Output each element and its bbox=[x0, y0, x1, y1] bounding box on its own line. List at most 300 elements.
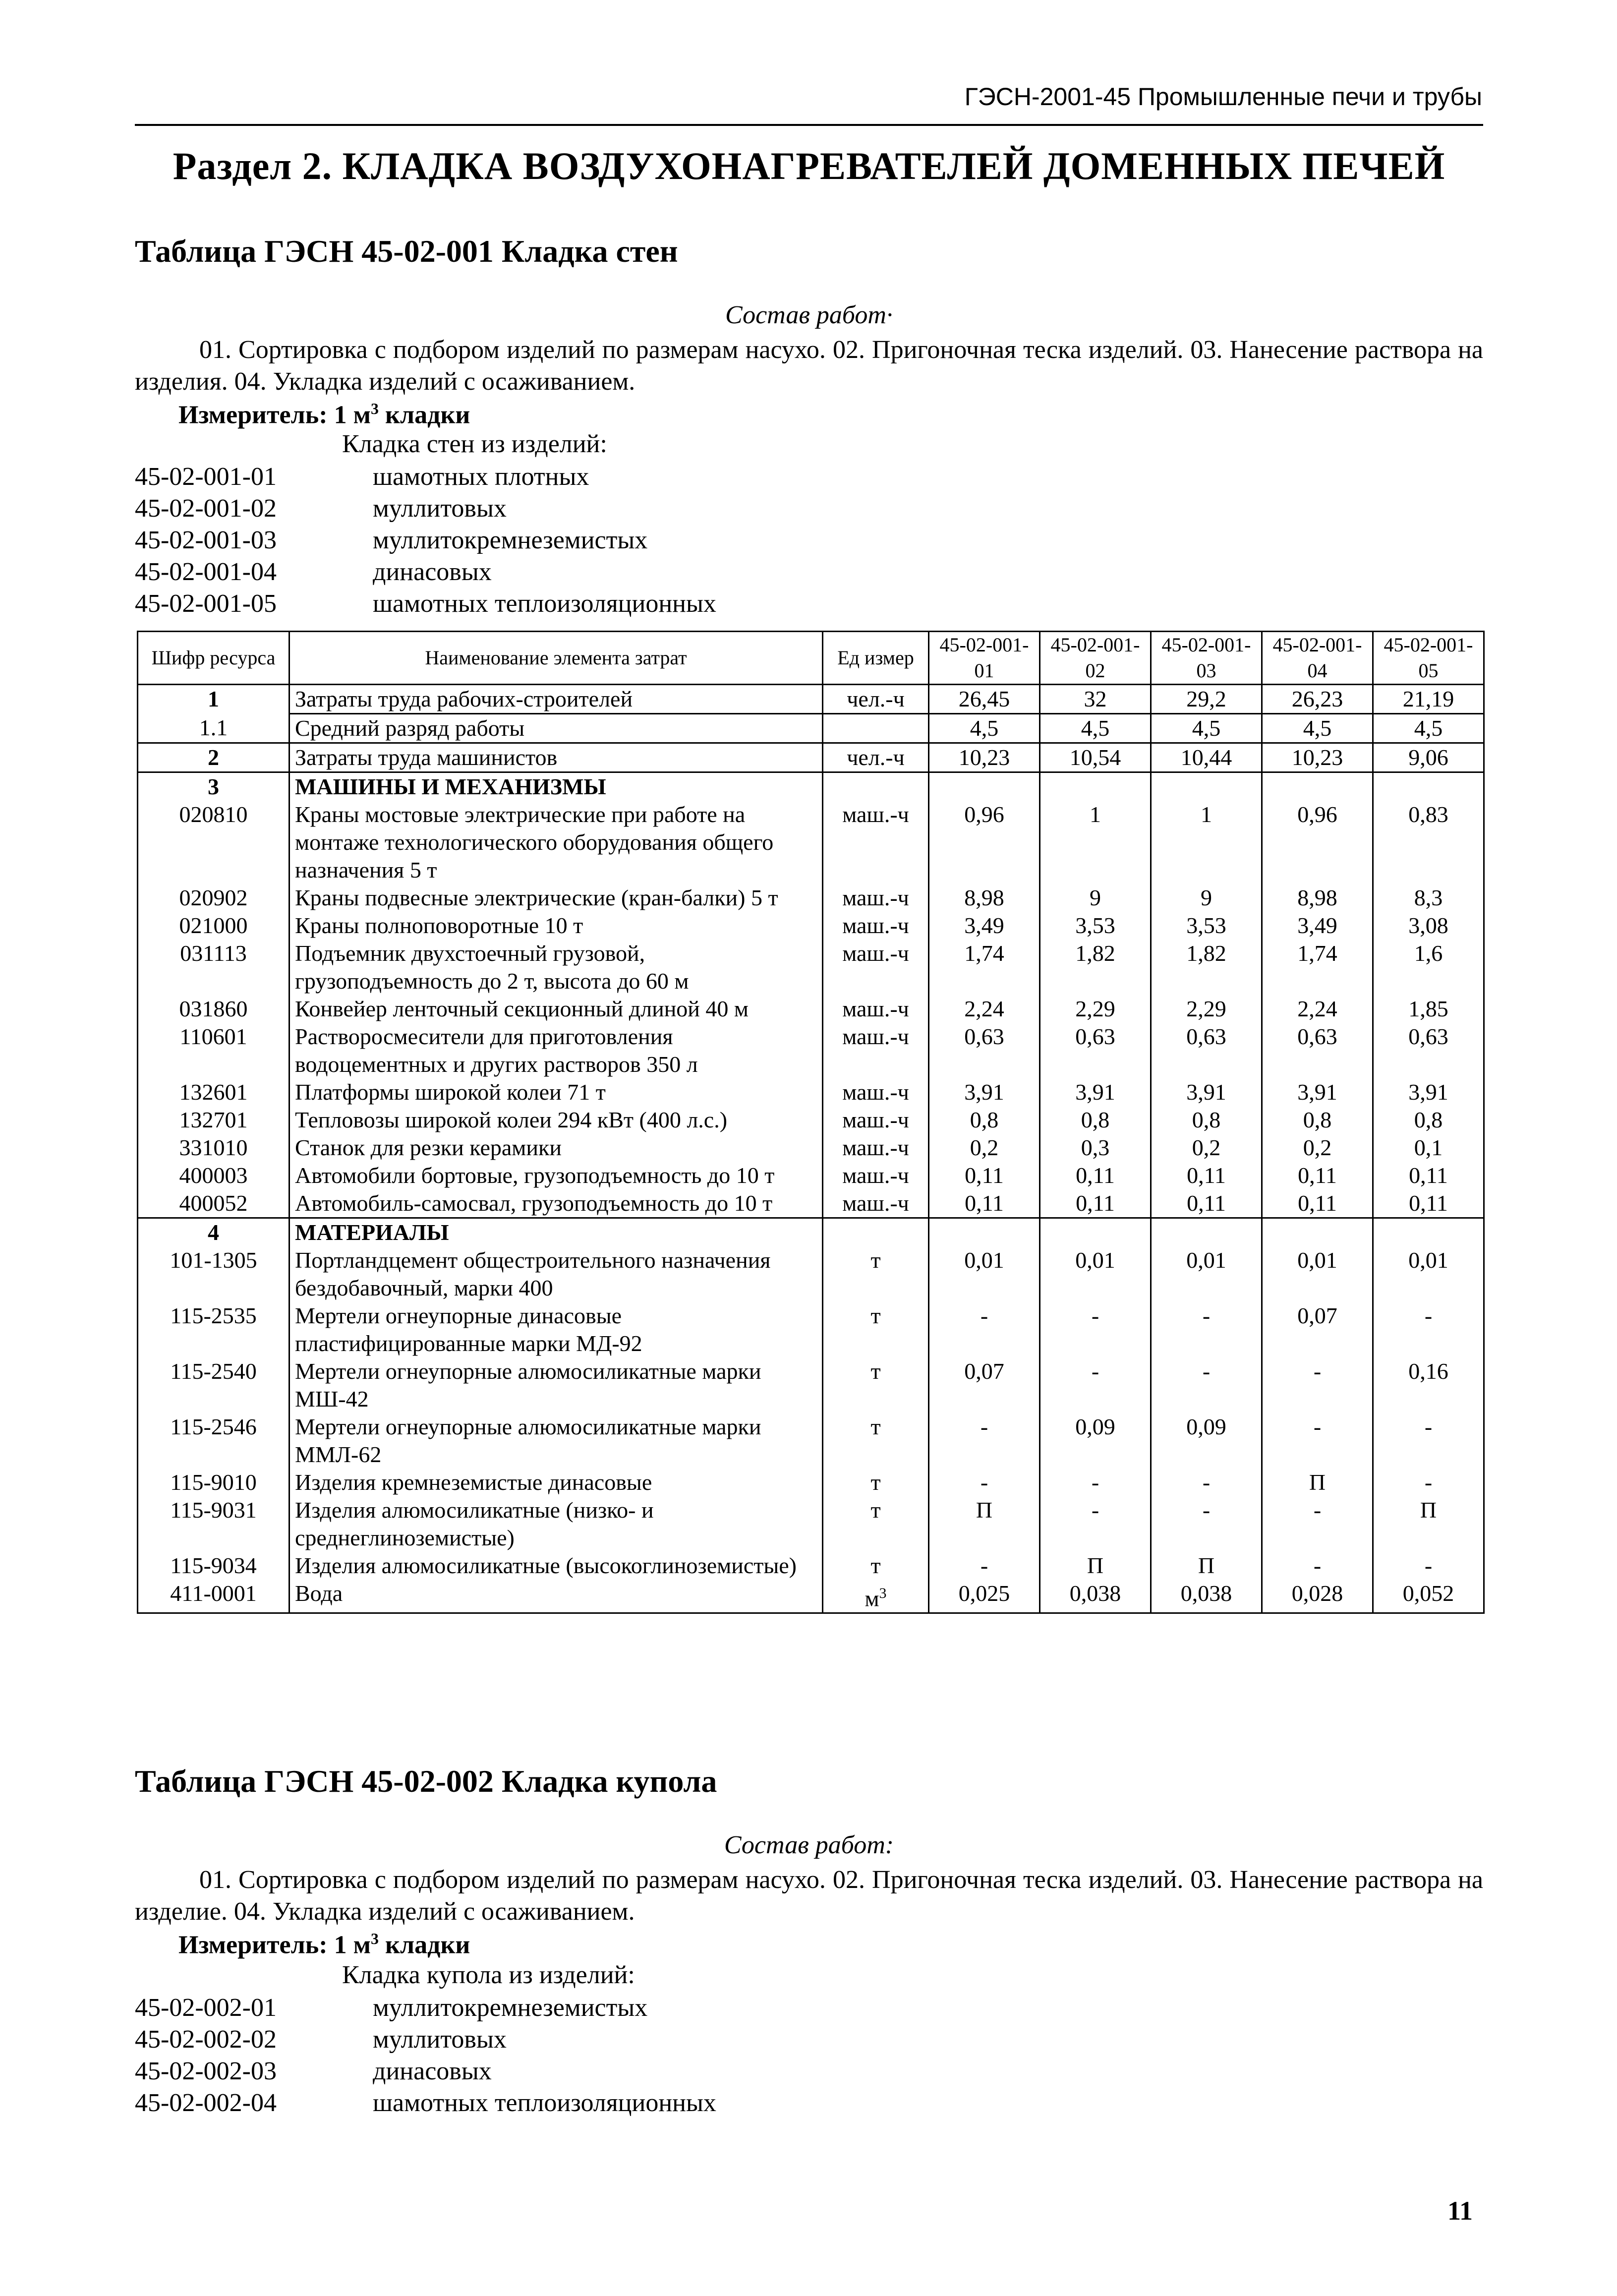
resource-value: 8,98 bbox=[929, 884, 1040, 912]
resource-value: 2,24 bbox=[1262, 995, 1373, 1023]
norm-code: 45-02-002-03 bbox=[135, 2057, 277, 2085]
resource-value bbox=[1262, 772, 1373, 801]
resource-value: 0,63 bbox=[1040, 1023, 1151, 1078]
resource-name: Изделия алюмосиликатные (высокоглиноземистые) bbox=[289, 1552, 823, 1580]
resource-name: Вода bbox=[289, 1580, 823, 1613]
resource-value: 2,29 bbox=[1151, 995, 1262, 1023]
norm-code: 45-02-001-02 bbox=[135, 494, 277, 523]
unit-text: т bbox=[870, 1247, 881, 1273]
norm-name: динасовых bbox=[373, 558, 492, 586]
resource-name: Изделия алюмосиликатные (низко- и среднеглиноземистые) bbox=[289, 1496, 823, 1552]
measure-value: 1 м bbox=[334, 401, 371, 429]
resource-value: 0,038 bbox=[1040, 1580, 1151, 1613]
resource-value: - bbox=[1262, 1413, 1373, 1469]
resource-value: - bbox=[1040, 1496, 1151, 1552]
table-1-measure bbox=[178, 400, 470, 429]
measure-unit: кладки bbox=[385, 401, 470, 429]
norm-code: 45-02-001-05 bbox=[135, 589, 277, 618]
resource-code: 115-9031 bbox=[138, 1496, 289, 1552]
resource-name: Портландцемент общестроительного назначения бездобавочный, марки 400 bbox=[289, 1246, 823, 1302]
resource-value: 8,3 bbox=[1373, 884, 1484, 912]
resource-name: Краны мостовые электрические при работе на монтаже технологического оборудования общего назначения 5 т bbox=[289, 801, 823, 884]
resource-value: 0,028 bbox=[1262, 1580, 1373, 1613]
table-row bbox=[138, 1302, 1484, 1357]
table-row bbox=[138, 884, 1484, 912]
norm-name: шамотных плотных bbox=[373, 463, 589, 491]
resource-value: - bbox=[1151, 1496, 1262, 1552]
table-row bbox=[138, 743, 1484, 772]
table-1-work-heading: Состав работ· bbox=[725, 301, 893, 329]
resource-value: 0,11 bbox=[1040, 1162, 1151, 1189]
resource-value: 10,44 bbox=[1151, 743, 1262, 772]
resource-code: 110601 bbox=[138, 1023, 289, 1078]
resource-unit bbox=[823, 1218, 929, 1247]
resource-value: 0,11 bbox=[1373, 1189, 1484, 1218]
unit-text: маш.-ч bbox=[842, 1190, 909, 1216]
resource-code: 4 bbox=[138, 1218, 289, 1247]
resource-value: - bbox=[1262, 1552, 1373, 1580]
code-list-item bbox=[135, 2087, 716, 2119]
resource-value: 3,49 bbox=[1262, 912, 1373, 940]
col-header-c1: 45-02-001-01 bbox=[929, 632, 1040, 685]
unit-text: чел.-ч bbox=[847, 745, 905, 770]
table-row bbox=[138, 1246, 1484, 1302]
measure-value: 1 м bbox=[334, 1931, 371, 1959]
resource-value: 0,09 bbox=[1151, 1413, 1262, 1469]
resource-value: 4,5 bbox=[1040, 714, 1151, 743]
resource-value: П bbox=[1151, 1552, 1262, 1580]
resource-value: 0,2 bbox=[1151, 1134, 1262, 1162]
resource-unit bbox=[823, 1134, 929, 1162]
resource-code: 3 bbox=[138, 772, 289, 801]
resource-value: 0,038 bbox=[1151, 1580, 1262, 1613]
norm-name: муллитовых bbox=[373, 494, 507, 523]
resource-unit bbox=[823, 1078, 929, 1106]
resource-value bbox=[1151, 772, 1262, 801]
unit-text: маш.-ч bbox=[842, 913, 909, 938]
col-header-c5: 45-02-001-05 bbox=[1373, 632, 1484, 685]
table-1-subheading: Кладка стен из изделий: bbox=[342, 430, 607, 458]
resource-value: 10,54 bbox=[1040, 743, 1151, 772]
resource-value: 29,2 bbox=[1151, 685, 1262, 714]
resource-value: 8,98 bbox=[1262, 884, 1373, 912]
resource-value: 21,19 bbox=[1373, 685, 1484, 714]
table-1-code-list bbox=[135, 461, 716, 620]
resource-value: 10,23 bbox=[1262, 743, 1373, 772]
resource-value: 0,2 bbox=[1262, 1134, 1373, 1162]
resource-value: 3,49 bbox=[929, 912, 1040, 940]
resource-unit bbox=[823, 1189, 929, 1218]
resource-code: 115-9010 bbox=[138, 1469, 289, 1496]
code-list-item bbox=[135, 461, 716, 493]
table-1-title: Таблица ГЭСН 45-02-001 Кладка стен bbox=[135, 234, 678, 269]
resource-value: 26,45 bbox=[929, 685, 1040, 714]
resource-value: 26,23 bbox=[1262, 685, 1373, 714]
table-row bbox=[138, 1552, 1484, 1580]
table-2-title: Таблица ГЭСН 45-02-002 Кладка купола bbox=[135, 1764, 717, 1799]
resource-name: Тепловозы широкой колеи 294 кВт (400 л.с.) bbox=[289, 1106, 823, 1134]
resource-unit bbox=[823, 1357, 929, 1413]
unit-text: т bbox=[870, 1358, 881, 1384]
resource-code: 1 bbox=[138, 685, 289, 714]
resource-value bbox=[1040, 1218, 1151, 1247]
resource-value: 3,91 bbox=[1373, 1078, 1484, 1106]
code-list-item bbox=[135, 493, 716, 525]
resource-name: Изделия кремнеземистые динасовые bbox=[289, 1469, 823, 1496]
table-row bbox=[138, 1580, 1484, 1613]
page-number: 11 bbox=[1447, 2196, 1473, 2226]
resource-code: 1.1 bbox=[138, 714, 289, 743]
unit-text: т bbox=[870, 1470, 881, 1495]
resource-code: 331010 bbox=[138, 1134, 289, 1162]
table-row bbox=[138, 1218, 1484, 1247]
unit-text: т bbox=[870, 1497, 881, 1523]
resource-code: 411-0001 bbox=[138, 1580, 289, 1613]
resource-value: - bbox=[1040, 1302, 1151, 1357]
resource-value: 0,11 bbox=[929, 1162, 1040, 1189]
resource-value: 0,8 bbox=[1151, 1106, 1262, 1134]
resource-value: - bbox=[1151, 1357, 1262, 1413]
resource-value: 0,11 bbox=[1262, 1189, 1373, 1218]
unit-text: маш.-ч bbox=[842, 1163, 909, 1188]
col-header-code: Шифр ресурса bbox=[138, 632, 289, 685]
resource-unit bbox=[823, 1162, 929, 1189]
resource-table bbox=[137, 631, 1485, 1614]
resource-code: 031113 bbox=[138, 940, 289, 995]
resource-code: 020810 bbox=[138, 801, 289, 884]
code-list-item bbox=[135, 556, 716, 588]
resource-value: - bbox=[1262, 1357, 1373, 1413]
resource-value: - bbox=[1040, 1469, 1151, 1496]
resource-unit bbox=[823, 995, 929, 1023]
resource-value: 0,2 bbox=[929, 1134, 1040, 1162]
resource-value: 0,63 bbox=[1373, 1023, 1484, 1078]
resource-value: 0,63 bbox=[1262, 1023, 1373, 1078]
resource-value: 9 bbox=[1151, 884, 1262, 912]
norm-name: муллитовых bbox=[373, 2025, 507, 2054]
resource-code: 400003 bbox=[138, 1162, 289, 1189]
code-list-item bbox=[135, 525, 716, 556]
norm-code: 45-02-001-01 bbox=[135, 463, 277, 491]
resource-name: Автомобили бортовые, грузоподъемность до 10 т bbox=[289, 1162, 823, 1189]
table-2-subheading: Кладка купола из изделий: bbox=[342, 1961, 635, 1989]
resource-value: 0,8 bbox=[1040, 1106, 1151, 1134]
resource-value: 1 bbox=[1151, 801, 1262, 884]
code-list-item bbox=[135, 2024, 716, 2056]
resource-value: 4,5 bbox=[929, 714, 1040, 743]
resource-name: Станок для резки керамики bbox=[289, 1134, 823, 1162]
resource-name: Затраты труда рабочих-строителей bbox=[289, 685, 823, 714]
resource-name: Автомобиль-самосвал, грузоподъемность до 10 т bbox=[289, 1189, 823, 1218]
resource-value: - bbox=[1151, 1469, 1262, 1496]
resource-value: П bbox=[1373, 1496, 1484, 1552]
resource-unit bbox=[823, 1552, 929, 1580]
resource-value: 3,53 bbox=[1040, 912, 1151, 940]
table-row bbox=[138, 1357, 1484, 1413]
unit-text: маш.-ч bbox=[842, 1135, 909, 1160]
resource-value: - bbox=[1373, 1302, 1484, 1357]
resource-value: 10,23 bbox=[929, 743, 1040, 772]
resource-value: 0,11 bbox=[1373, 1162, 1484, 1189]
resource-name: Конвейер ленточный секционный длиной 40 м bbox=[289, 995, 823, 1023]
measure-unit: кладки bbox=[385, 1931, 470, 1959]
resource-value bbox=[1373, 772, 1484, 801]
resource-value: 9 bbox=[1040, 884, 1151, 912]
resource-value: 0,8 bbox=[1262, 1106, 1373, 1134]
resource-value bbox=[929, 772, 1040, 801]
section-title: Раздел 2. КЛАДКА ВОЗДУХОНАГРЕВАТЕЛЕЙ ДОМЕННЫХ ПЕЧЕЙ bbox=[173, 144, 1445, 187]
resource-value: 0,07 bbox=[1262, 1302, 1373, 1357]
resource-unit bbox=[823, 940, 929, 995]
norm-code: 45-02-001-04 bbox=[135, 558, 277, 586]
resource-value: 0,83 bbox=[1373, 801, 1484, 884]
resource-unit bbox=[823, 1469, 929, 1496]
resource-unit bbox=[823, 1246, 929, 1302]
resource-value bbox=[929, 1218, 1040, 1247]
norm-code: 45-02-002-01 bbox=[135, 1994, 277, 2022]
running-header: ГЭСН-2001-45 Промышленные печи и трубы bbox=[964, 83, 1482, 111]
resource-value: 0,09 bbox=[1040, 1413, 1151, 1469]
resource-value bbox=[1151, 1218, 1262, 1247]
measure-label: Измеритель: bbox=[178, 1931, 328, 1959]
resource-value: 0,1 bbox=[1373, 1134, 1484, 1162]
resource-value: 4,5 bbox=[1373, 714, 1484, 743]
unit-text: маш.-ч bbox=[842, 885, 909, 910]
resource-code: 115-9034 bbox=[138, 1552, 289, 1580]
table-row bbox=[138, 714, 1484, 743]
table-row bbox=[138, 1023, 1484, 1078]
resource-value: 1,6 bbox=[1373, 940, 1484, 995]
resource-name: Платформы широкой колеи 71 т bbox=[289, 1078, 823, 1106]
resource-code: 031860 bbox=[138, 995, 289, 1023]
table-1-work-text bbox=[135, 334, 1483, 398]
resource-value: 1 bbox=[1040, 801, 1151, 884]
resource-value: 0,07 bbox=[929, 1357, 1040, 1413]
resource-name: Средний разряд работы bbox=[289, 714, 823, 743]
resource-value: 0,01 bbox=[929, 1246, 1040, 1302]
resource-unit bbox=[823, 685, 929, 714]
code-list-item bbox=[135, 1992, 716, 2024]
resource-value: 0,11 bbox=[1151, 1189, 1262, 1218]
resource-code: 020902 bbox=[138, 884, 289, 912]
resource-name: Краны полноповоротные 10 т bbox=[289, 912, 823, 940]
resource-name: Краны подвесные электрические (кран-балки) 5 т bbox=[289, 884, 823, 912]
table-row bbox=[138, 1106, 1484, 1134]
resource-unit bbox=[823, 1413, 929, 1469]
resource-unit bbox=[823, 1106, 929, 1134]
table-2-code-list bbox=[135, 1992, 716, 2119]
resource-value: 9,06 bbox=[1373, 743, 1484, 772]
resource-unit bbox=[823, 801, 929, 884]
table-row bbox=[138, 1134, 1484, 1162]
resource-value: 0,16 bbox=[1373, 1357, 1484, 1413]
resource-value: 0,11 bbox=[1151, 1162, 1262, 1189]
resource-unit bbox=[823, 884, 929, 912]
unit-text: маш.-ч bbox=[842, 996, 909, 1021]
table-row bbox=[138, 772, 1484, 801]
table-row bbox=[138, 1162, 1484, 1189]
norm-name: муллитокремнеземистых bbox=[373, 1994, 648, 2022]
norm-name: шамотных теплоизоляционных bbox=[373, 2089, 716, 2117]
measure-sup: 3 bbox=[371, 1930, 379, 1947]
resource-code: 400052 bbox=[138, 1189, 289, 1218]
resource-value: 0,96 bbox=[1262, 801, 1373, 884]
unit-text: маш.-ч bbox=[842, 941, 909, 966]
resource-name: Затраты труда машинистов bbox=[289, 743, 823, 772]
resource-value: 0,052 bbox=[1373, 1580, 1484, 1613]
resource-unit bbox=[823, 772, 929, 801]
table-row bbox=[138, 1469, 1484, 1496]
resource-value: 1,85 bbox=[1373, 995, 1484, 1023]
resource-value: - bbox=[1262, 1496, 1373, 1552]
unit-text: т bbox=[870, 1303, 881, 1328]
resource-value: 32 bbox=[1040, 685, 1151, 714]
resource-unit bbox=[823, 743, 929, 772]
unit-text: маш.-ч bbox=[842, 1024, 909, 1049]
col-header-c4: 45-02-001-04 bbox=[1262, 632, 1373, 685]
table-row bbox=[138, 1413, 1484, 1469]
resource-unit bbox=[823, 1580, 929, 1613]
col-header-unit: Ед измер bbox=[823, 632, 929, 685]
resource-unit bbox=[823, 1302, 929, 1357]
resource-value: - bbox=[1151, 1302, 1262, 1357]
resource-value: 0,025 bbox=[929, 1580, 1040, 1613]
resource-value: 3,91 bbox=[929, 1078, 1040, 1106]
resource-value bbox=[1040, 772, 1151, 801]
table-row bbox=[138, 801, 1484, 884]
resource-value: - bbox=[1373, 1552, 1484, 1580]
resource-unit bbox=[823, 912, 929, 940]
resource-value: 0,96 bbox=[929, 801, 1040, 884]
header-rule bbox=[135, 124, 1483, 126]
resource-unit bbox=[823, 714, 929, 743]
resource-value: - bbox=[929, 1552, 1040, 1580]
table-2-work-text-content: 01. Сортировка с подбором изделий по размерам насухо. 02. Пригоночная теска изделий. 03. Нанесение раствора на изделие. 04. Укладка изделий с осаживанием. bbox=[135, 1866, 1483, 1926]
resource-value: 3,91 bbox=[1040, 1078, 1151, 1106]
resource-value bbox=[1373, 1218, 1484, 1247]
table-1-work-text-content: 01. Сортировка с подбором изделий по размерам насухо. 02. Пригоночная теска изделий. 03. Нанесение раствора на изделия. 04. Укладка изделий с осаживанием. bbox=[135, 336, 1483, 396]
resource-value: 2,29 bbox=[1040, 995, 1151, 1023]
unit-text: чел.-ч bbox=[847, 686, 905, 711]
resource-code: 132701 bbox=[138, 1106, 289, 1134]
resource-value: - bbox=[929, 1413, 1040, 1469]
unit-sup: 3 bbox=[879, 1585, 887, 1601]
unit-text: маш.-ч bbox=[842, 1079, 909, 1105]
resource-value: 3,91 bbox=[1151, 1078, 1262, 1106]
resource-code: 115-2535 bbox=[138, 1302, 289, 1357]
table-2-work-heading: Состав работ: bbox=[724, 1831, 894, 1859]
resource-value: 0,8 bbox=[1373, 1106, 1484, 1134]
resource-value: - bbox=[1040, 1357, 1151, 1413]
unit-text: т bbox=[870, 1414, 881, 1439]
resource-name: Мертели огнеупорные алюмосиликатные марки ММЛ-62 bbox=[289, 1413, 823, 1469]
resource-value: 3,91 bbox=[1262, 1078, 1373, 1106]
norm-name: муллитокремнеземистых bbox=[373, 526, 648, 554]
resource-code: 132601 bbox=[138, 1078, 289, 1106]
resource-name: Подъемник двухстоечный грузовой, грузоподъемность до 2 т, высота до 60 м bbox=[289, 940, 823, 995]
resource-value: 0,8 bbox=[929, 1106, 1040, 1134]
table-row bbox=[138, 1078, 1484, 1106]
resource-value: 0,11 bbox=[1262, 1162, 1373, 1189]
resource-value: 0,01 bbox=[1040, 1246, 1151, 1302]
resource-value: 1,82 bbox=[1040, 940, 1151, 995]
resource-value: 4,5 bbox=[1262, 714, 1373, 743]
resource-value: 0,01 bbox=[1262, 1246, 1373, 1302]
resource-value: - bbox=[1373, 1413, 1484, 1469]
resource-value: 0,01 bbox=[1373, 1246, 1484, 1302]
resource-value: 0,3 bbox=[1040, 1134, 1151, 1162]
table-row bbox=[138, 940, 1484, 995]
resource-code: 115-2540 bbox=[138, 1357, 289, 1413]
resource-name: Мертели огнеупорные динасовые пластифицированные марки МД-92 bbox=[289, 1302, 823, 1357]
resource-value: 2,24 bbox=[929, 995, 1040, 1023]
resource-value: 0,63 bbox=[1151, 1023, 1262, 1078]
code-list-item bbox=[135, 2056, 716, 2087]
unit-text: т bbox=[870, 1553, 881, 1578]
resource-value: - bbox=[1373, 1469, 1484, 1496]
norm-code: 45-02-002-04 bbox=[135, 2089, 277, 2117]
resource-value: 0,11 bbox=[1040, 1189, 1151, 1218]
code-list-item bbox=[135, 588, 716, 620]
resource-name: Мертели огнеупорные алюмосиликатные марки МШ-42 bbox=[289, 1357, 823, 1413]
table-row bbox=[138, 1189, 1484, 1218]
resource-unit bbox=[823, 1023, 929, 1078]
norm-name: шамотных теплоизоляционных bbox=[373, 589, 716, 618]
resource-value: П bbox=[1040, 1552, 1151, 1580]
resource-value: П bbox=[1262, 1469, 1373, 1496]
col-header-c3: 45-02-001-03 bbox=[1151, 632, 1262, 685]
table-2-work-text bbox=[135, 1864, 1483, 1928]
table-row bbox=[138, 995, 1484, 1023]
resource-name: МАШИНЫ И МЕХАНИЗМЫ bbox=[289, 772, 823, 801]
resource-code: 021000 bbox=[138, 912, 289, 940]
resource-value: 4,5 bbox=[1151, 714, 1262, 743]
table-2-measure bbox=[178, 1930, 470, 1959]
measure-label: Измеритель: bbox=[178, 401, 328, 429]
resource-value bbox=[1262, 1218, 1373, 1247]
resource-name: Растворосмесители для приготовления водоцементных и других растворов 350 л bbox=[289, 1023, 823, 1078]
norm-code: 45-02-001-03 bbox=[135, 526, 277, 554]
resource-value: - bbox=[929, 1469, 1040, 1496]
unit-text: м bbox=[865, 1586, 879, 1611]
resource-value: 0,63 bbox=[929, 1023, 1040, 1078]
norm-name: динасовых bbox=[373, 2057, 492, 2085]
table-row bbox=[138, 685, 1484, 714]
table-row bbox=[138, 912, 1484, 940]
unit-text: маш.-ч bbox=[842, 1107, 909, 1132]
resource-value: 0,11 bbox=[929, 1189, 1040, 1218]
resource-value: 1,74 bbox=[929, 940, 1040, 995]
col-header-c2: 45-02-001-02 bbox=[1040, 632, 1151, 685]
resource-value: 1,74 bbox=[1262, 940, 1373, 995]
resource-value: 3,53 bbox=[1151, 912, 1262, 940]
table-row bbox=[138, 1496, 1484, 1552]
resource-code: 115-2546 bbox=[138, 1413, 289, 1469]
resource-unit bbox=[823, 1496, 929, 1552]
resource-code: 101-1305 bbox=[138, 1246, 289, 1302]
measure-sup: 3 bbox=[371, 400, 379, 417]
resource-value: - bbox=[929, 1302, 1040, 1357]
resource-value: 1,82 bbox=[1151, 940, 1262, 995]
unit-text: маш.-ч bbox=[842, 802, 909, 827]
resource-value: 3,08 bbox=[1373, 912, 1484, 940]
resource-value: 0,01 bbox=[1151, 1246, 1262, 1302]
resource-value: П bbox=[929, 1496, 1040, 1552]
resource-table-body bbox=[138, 685, 1484, 1613]
col-header-name: Наименование элемента затрат bbox=[289, 632, 823, 685]
resource-code: 2 bbox=[138, 743, 289, 772]
resource-name: МАТЕРИАЛЫ bbox=[289, 1218, 823, 1247]
